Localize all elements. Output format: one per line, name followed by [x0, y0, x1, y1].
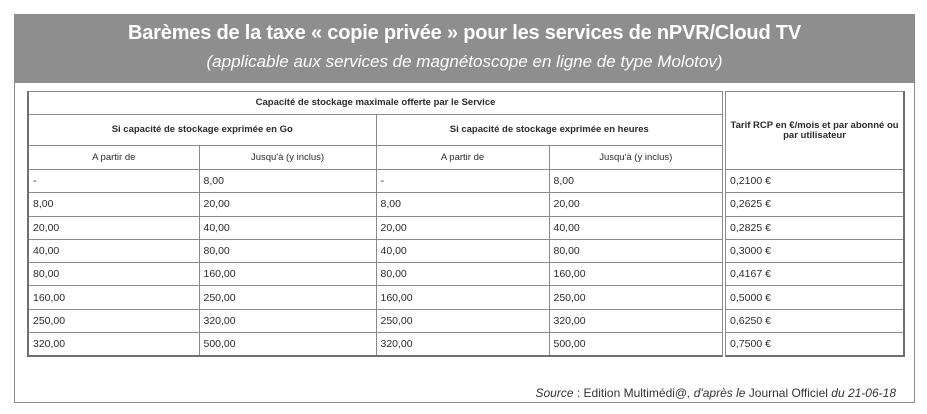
source-date: 21-06-18	[847, 386, 896, 400]
go-to-cell: 40,00	[199, 216, 376, 239]
source-separator: :	[573, 386, 584, 400]
tariff-cell: 0,7500 €	[724, 333, 904, 357]
page-subtitle: (applicable aux services de magnétoscope en ligne de type Molotov)	[206, 52, 723, 71]
source-date-prefix: du	[827, 386, 848, 400]
tariff-cell: 0,2825 €	[724, 216, 904, 239]
source-label: Source	[535, 386, 574, 400]
document-frame	[14, 14, 915, 403]
go-to-cell: 8,00	[199, 170, 376, 193]
hours-from-cell: 40,00	[376, 239, 549, 262]
table-row	[28, 193, 904, 216]
source-journal: Journal Officiel	[748, 386, 828, 400]
go-to-cell: 160,00	[199, 263, 376, 286]
go-to-cell: 20,00	[199, 193, 376, 216]
hours-from-cell: 250,00	[376, 309, 549, 332]
hours-from-cell: 160,00	[376, 286, 549, 309]
hours-from-cell: -	[376, 170, 549, 193]
hours-to-cell: 80,00	[549, 239, 724, 262]
hours-from-cell: 320,00	[376, 333, 549, 357]
go-capacity-header: Si capacité de stockage exprimée en Go	[28, 115, 376, 146]
go-from-cell: 320,00	[28, 333, 199, 357]
table-row	[28, 309, 904, 332]
hours-to-cell: 8,00	[549, 170, 724, 193]
go-from-cell: 160,00	[28, 286, 199, 309]
source-credit	[536, 386, 897, 400]
tariff-cell: 0,3000 €	[724, 239, 904, 262]
go-from-cell: 250,00	[28, 309, 199, 332]
title-banner	[15, 15, 914, 83]
hours-to-cell: 40,00	[549, 216, 724, 239]
go-to-cell: 250,00	[199, 286, 376, 309]
tariff-header: Tarif RCP en €/mois et par abonné ou par utilisateur	[724, 92, 904, 170]
tariff-cell: 0,2625 €	[724, 193, 904, 216]
tariff-cell: 0,5000 €	[724, 286, 904, 309]
hours-to-header: Jusqu'à (y inclus)	[549, 146, 724, 170]
table-row	[28, 170, 904, 193]
source-publisher: Edition Multimédi@	[583, 386, 688, 400]
hours-to-cell: 160,00	[549, 263, 724, 286]
table-row	[28, 286, 904, 309]
tariff-table	[27, 91, 905, 357]
hours-to-cell: 250,00	[549, 286, 724, 309]
hours-from-cell: 8,00	[376, 193, 549, 216]
hours-to-cell: 320,00	[549, 309, 724, 332]
hours-capacity-header: Si capacité de stockage exprimée en heures	[376, 115, 724, 146]
go-from-cell: 80,00	[28, 263, 199, 286]
go-to-header: Jusqu'à (y inclus)	[199, 146, 376, 170]
go-to-cell: 500,00	[199, 333, 376, 357]
hours-from-cell: 80,00	[376, 263, 549, 286]
table-row	[28, 333, 904, 357]
go-from-cell: 8,00	[28, 193, 199, 216]
tariff-cell: 0,2100 €	[724, 170, 904, 193]
table-row	[28, 263, 904, 286]
hours-from-cell: 20,00	[376, 216, 549, 239]
page-title: Barèmes de la taxe « copie privée » pour les services de nPVR/Cloud TV	[128, 22, 801, 44]
go-from-cell: -	[28, 170, 199, 193]
go-to-cell: 80,00	[199, 239, 376, 262]
tariff-table-container	[27, 91, 903, 373]
source-after: , d'après le	[687, 386, 749, 400]
tariff-cell: 0,6250 €	[724, 309, 904, 332]
go-from-cell: 20,00	[28, 216, 199, 239]
go-to-cell: 320,00	[199, 309, 376, 332]
hours-from-header: A partir de	[376, 146, 549, 170]
go-from-cell: 40,00	[28, 239, 199, 262]
storage-capacity-header: Capacité de stockage maximale offerte par le Service	[28, 92, 724, 115]
hours-to-cell: 20,00	[549, 193, 724, 216]
table-row	[28, 216, 904, 239]
go-from-header: A partir de	[28, 146, 199, 170]
table-row	[28, 239, 904, 262]
tariff-cell: 0,4167 €	[724, 263, 904, 286]
hours-to-cell: 500,00	[549, 333, 724, 357]
